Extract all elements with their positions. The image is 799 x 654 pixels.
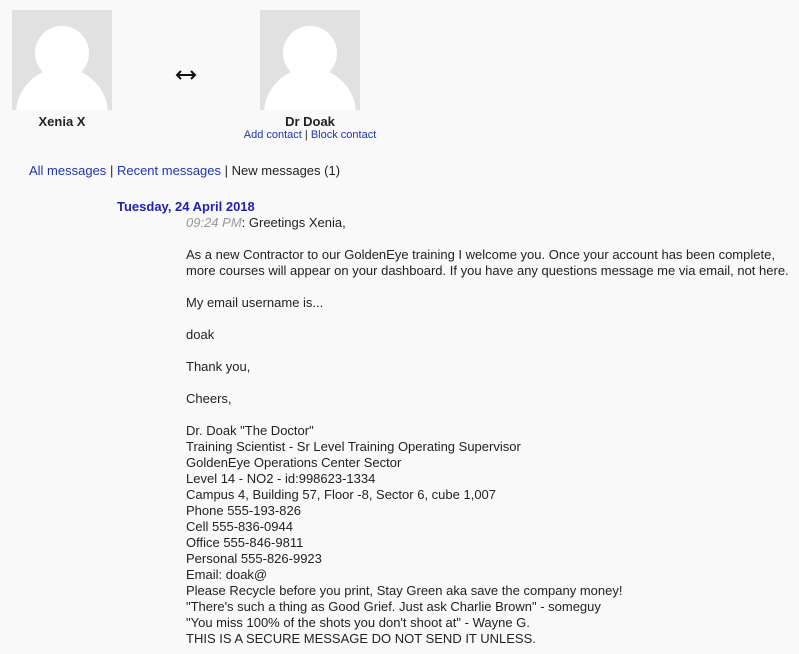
avatar-body-shape <box>16 68 108 110</box>
message-greeting: : Greetings Xenia, <box>241 215 346 230</box>
self-avatar <box>12 10 112 110</box>
signature-line: Office 555-846-9811 <box>186 535 304 550</box>
message-paragraph: Cheers, <box>186 391 232 406</box>
signature-line: "There's such a thing as Good Grief. Just ask Charlie Brown" - someguy <box>186 599 601 614</box>
avatar-body-shape <box>264 68 356 110</box>
add-contact-link[interactable]: Add contact <box>243 129 302 141</box>
separator: | <box>109 163 114 178</box>
message-paragraph: doak <box>186 327 215 342</box>
signature-line: Level 14 - NO2 - id:998623-1334 <box>186 471 376 486</box>
message-body <box>186 215 798 647</box>
signature-line: Personal 555-826-9923 <box>186 551 322 566</box>
message-paragraph: My email username is... <box>186 295 324 310</box>
signature-line: Dr. Doak "The Doctor" <box>186 423 314 438</box>
message-time: 09:24 PM <box>186 215 242 230</box>
contact-actions <box>210 129 410 141</box>
contact-avatar <box>260 10 360 110</box>
signature-line: Cell 555-836-0944 <box>186 519 293 534</box>
signature-line: Please Recycle before you print, Stay Green aka save the company money! <box>186 583 623 598</box>
message-signature <box>186 423 798 647</box>
contact-name: Dr Doak <box>285 114 335 129</box>
conversation-date: Tuesday, 24 April 2018 <box>117 199 255 214</box>
message-paragraph: As a new Contractor to our GoldenEye training I welcome you. Once your account has been complete, more courses will appear on your dashboard. If you have any questions message me via email, not here. <box>186 247 789 278</box>
separator: | <box>304 129 308 141</box>
self-name: Xenia X <box>38 114 86 129</box>
left-right-arrow-icon <box>174 66 198 84</box>
message-filters <box>29 163 340 178</box>
all-messages-link[interactable]: All messages <box>29 163 107 178</box>
message-header-line <box>186 215 798 231</box>
separator: | <box>224 163 229 178</box>
signature-line: Training Scientist - Sr Level Training Operating Supervisor <box>186 439 521 454</box>
signature-line: Phone 555-193-826 <box>186 503 301 518</box>
new-messages-label: New messages (1) <box>231 163 341 178</box>
recent-messages-link[interactable]: Recent messages <box>116 163 222 178</box>
signature-line: THIS IS A SECURE MESSAGE DO NOT SEND IT UNLESS. <box>186 631 536 646</box>
block-contact-link[interactable]: Block contact <box>310 129 377 141</box>
message-paragraph: Thank you, <box>186 359 251 374</box>
signature-line: Campus 4, Building 57, Floor -8, Sector 6, cube 1,007 <box>186 487 497 502</box>
signature-line: Email: doak@ <box>186 567 268 582</box>
signature-line: GoldenEye Operations Center Sector <box>186 455 402 470</box>
signature-line: "You miss 100% of the shots you don't shoot at" - Wayne G. <box>186 615 530 630</box>
